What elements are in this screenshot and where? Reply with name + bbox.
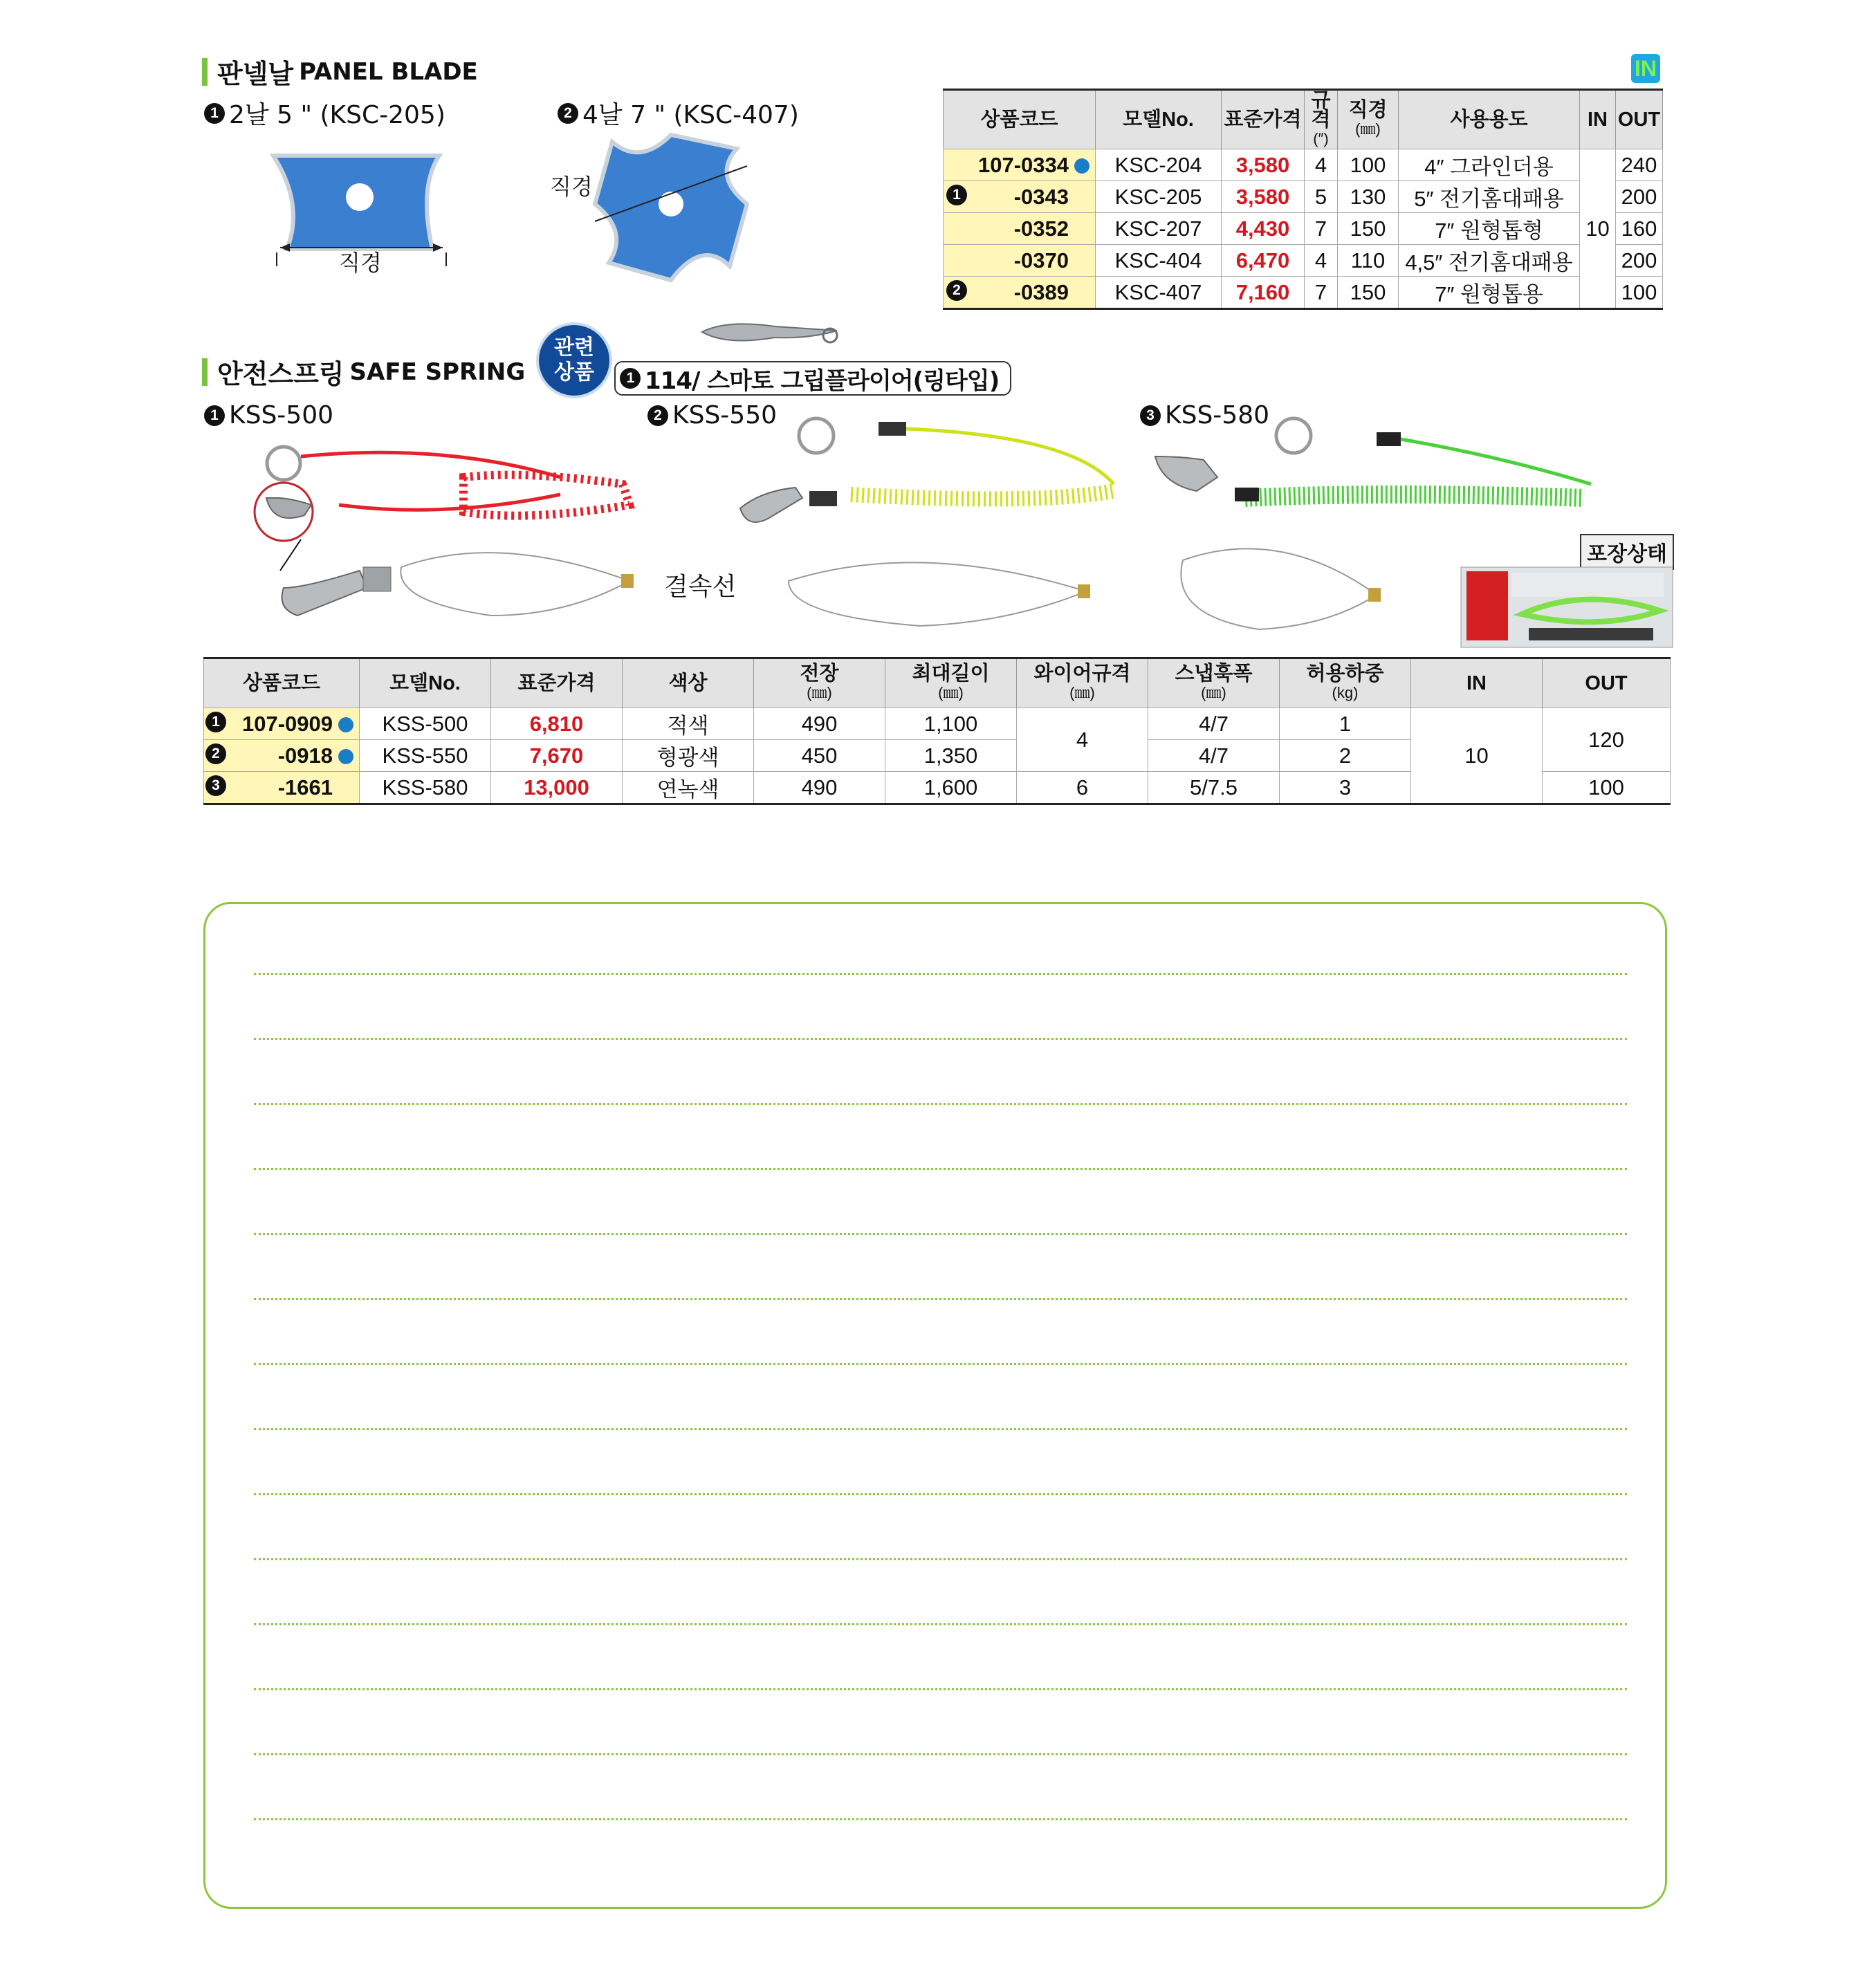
size-cell: 7 — [1305, 213, 1338, 245]
item-number: 3 — [1140, 405, 1161, 426]
title-accent-bar — [202, 58, 208, 86]
price-cell: 3,580 — [1222, 181, 1305, 213]
new-dot-icon — [338, 717, 353, 732]
col-wire-unit: (㎜) — [1069, 684, 1095, 701]
title-accent-bar — [202, 358, 208, 386]
col-load — [1280, 658, 1411, 708]
out-cell: 240 — [1616, 149, 1663, 181]
color-cell: 적색 — [623, 708, 754, 740]
load-cell: 1 — [1280, 708, 1411, 740]
col-snap-label: 스냅훅폭 — [1175, 663, 1253, 685]
diameter-label-1: 직경 — [339, 250, 382, 276]
product-code-cell — [944, 213, 1096, 245]
in-cell: 10 — [1580, 149, 1616, 309]
product-code: -0389 — [1013, 279, 1069, 304]
col-out: OUT — [1616, 90, 1663, 149]
new-dot-icon — [1074, 158, 1089, 174]
safe-spring-title-en: SAFE SPRING — [349, 358, 526, 386]
usage-cell: 7″ 원형톱형 — [1399, 213, 1580, 245]
panel-blade-title-en: PANEL BLADE — [299, 57, 478, 86]
memo-dotted-line — [254, 1363, 1627, 1365]
memo-dotted-line — [254, 1103, 1627, 1105]
col-wire-label: 와이어규격 — [1033, 663, 1131, 685]
price-cell: 7,160 — [1222, 277, 1305, 309]
size-cell: 4 — [1305, 245, 1338, 277]
item-number: 1 — [204, 405, 225, 426]
out-cell: 200 — [1616, 181, 1663, 213]
grip-plier-image — [699, 311, 844, 353]
table-row — [944, 181, 1663, 213]
product-code: -0352 — [1013, 216, 1069, 241]
spring-item-1 — [204, 401, 333, 429]
related-badge-line1: 관련 — [554, 335, 594, 360]
item-number: 2 — [558, 103, 578, 124]
model-cell: KSS-500 — [360, 708, 491, 740]
product-code-cell — [204, 708, 360, 740]
product-code: 107-0334 — [977, 152, 1069, 177]
model-cell: KSC-205 — [1096, 181, 1222, 213]
load-cell: 2 — [1280, 740, 1411, 772]
related-product-text: 114/ 스마토 그립플라이어(링타입) — [645, 367, 1000, 395]
kss-580-image — [1141, 408, 1612, 546]
usage-cell: 7″ 원형톱용 — [1399, 277, 1580, 309]
model-cell: KSC-204 — [1096, 149, 1222, 181]
col-code: 상품코드 — [204, 658, 360, 708]
panel-blade-title — [202, 53, 478, 91]
panel-blade-table — [943, 89, 1663, 310]
col-model: 모델No. — [1096, 90, 1222, 149]
snap-cell: 4/7 — [1148, 708, 1280, 740]
col-max-length-label: 최대길이 — [912, 663, 990, 685]
product-code: -0918 — [277, 743, 333, 768]
related-product-badge — [536, 322, 612, 398]
package-image — [1460, 566, 1674, 649]
out-cell: 100 — [1543, 772, 1671, 804]
col-code: 상품코드 — [944, 90, 1096, 149]
memo-dotted-line — [254, 1688, 1627, 1690]
memo-dotted-line — [254, 1818, 1627, 1820]
col-usage: 사용용도 — [1399, 90, 1580, 149]
product-code: -1661 — [277, 775, 333, 799]
item-number: 2 — [647, 405, 668, 426]
row-marker: 3 — [205, 775, 226, 796]
out-cell: 100 — [1616, 277, 1663, 309]
col-length-label: 전장 — [800, 663, 839, 685]
usage-cell: 4″ 그라인더용 — [1399, 149, 1580, 181]
price-cell: 3,580 — [1222, 149, 1305, 181]
col-in: IN — [1580, 90, 1616, 149]
col-max-length-unit: (㎜) — [938, 684, 964, 701]
load-cell: 3 — [1280, 772, 1411, 804]
table-row — [944, 245, 1663, 277]
col-wire — [1017, 658, 1148, 708]
col-in: IN — [1411, 658, 1543, 708]
model-cell: KSC-404 — [1096, 245, 1222, 277]
memo-dotted-line — [254, 1558, 1627, 1560]
model-cell: KSS-580 — [360, 772, 491, 804]
diameter-cell: 130 — [1338, 181, 1399, 213]
table-row — [944, 149, 1663, 181]
size-cell: 5 — [1305, 181, 1338, 213]
table-row — [944, 277, 1663, 309]
safe-spring-title-ko: 안전스프링 — [217, 359, 344, 389]
wire-cell: 6 — [1017, 772, 1148, 804]
col-length-unit: (㎜) — [807, 684, 832, 701]
row-marker: 1 — [205, 712, 226, 732]
col-price: 표준가격 — [491, 658, 623, 708]
product-code: 107-0909 — [241, 711, 333, 736]
product-code: -0370 — [1013, 248, 1069, 272]
product-code-cell — [204, 772, 360, 804]
memo-dotted-line — [254, 1493, 1627, 1495]
product-code-cell — [944, 245, 1096, 277]
panel-blade-title-ko: 판넬날 — [217, 59, 294, 89]
snap-cell: 5/7.5 — [1148, 772, 1280, 804]
price-cell: 13,000 — [491, 772, 623, 804]
related-badge-line2: 상품 — [554, 360, 594, 385]
blade-item-2 — [558, 95, 799, 131]
row-marker: 1 — [946, 185, 967, 205]
product-code-cell — [944, 181, 1096, 213]
col-load-unit: (kg) — [1332, 684, 1359, 701]
usage-cell: 4,5″ 전기홈대패용 — [1399, 245, 1580, 277]
color-cell: 형광색 — [623, 740, 754, 772]
item-number: 1 — [204, 103, 225, 124]
col-snap-unit: (㎜) — [1201, 684, 1226, 701]
col-snap — [1148, 658, 1280, 708]
table-row — [944, 213, 1663, 245]
blade-item-1 — [204, 95, 445, 131]
product-code-cell — [204, 740, 360, 772]
memo-dotted-line — [254, 1168, 1627, 1170]
model-cell: KSC-407 — [1096, 277, 1222, 309]
model-cell: KSC-207 — [1096, 213, 1222, 245]
memo-dotted-line — [254, 1753, 1627, 1755]
blade-item-label: 2날 5 " (KSC-205) — [229, 101, 445, 129]
memo-dotted-line — [254, 973, 1627, 975]
col-length — [754, 658, 885, 708]
kss-550-image — [726, 408, 1128, 546]
usage-cell: 5″ 전기홈대패용 — [1399, 181, 1580, 213]
product-code: -0343 — [1013, 184, 1069, 209]
out-cell: 120 — [1543, 708, 1671, 772]
col-diameter — [1338, 90, 1399, 149]
diameter-cell: 100 — [1338, 149, 1399, 181]
package-label: 포장상태 — [1580, 534, 1674, 570]
product-code-cell — [944, 149, 1096, 181]
length-cell: 490 — [754, 708, 885, 740]
length-cell: 450 — [754, 740, 885, 772]
safe-spring-table — [203, 657, 1671, 805]
row-marker: 2 — [946, 280, 967, 301]
col-max-length — [885, 658, 1017, 708]
col-price: 표준가격 — [1222, 90, 1305, 149]
table-row — [204, 708, 1671, 740]
col-diameter-label: 직경 — [1348, 99, 1388, 121]
size-cell: 7 — [1305, 277, 1338, 309]
memo-box — [203, 902, 1667, 1909]
model-cell: KSS-550 — [360, 740, 491, 772]
blade-item-label: 4날 7 " (KSC-407) — [582, 101, 799, 129]
memo-dotted-line — [254, 1233, 1627, 1235]
safe-spring-title — [202, 353, 525, 391]
price-cell: 6,810 — [491, 708, 623, 740]
price-cell: 6,470 — [1222, 245, 1305, 277]
new-dot-icon — [338, 749, 353, 764]
col-color: 색상 — [623, 658, 754, 708]
max-length-cell: 1,350 — [885, 740, 1017, 772]
binding-wire-3-image — [1176, 539, 1383, 636]
col-model: 모델No. — [360, 658, 491, 708]
out-cell: 200 — [1616, 245, 1663, 277]
binding-wire-label: 결속선 — [664, 573, 737, 601]
diameter-label-2: 직경 — [550, 174, 593, 200]
wire-cell: 4 — [1017, 708, 1148, 772]
col-size-label: 규격 — [1311, 89, 1331, 131]
price-cell: 7,670 — [491, 740, 623, 772]
memo-dotted-line — [254, 1428, 1627, 1430]
in-badge: IN — [1631, 54, 1660, 83]
spring-item-label: KSS-550 — [672, 401, 778, 429]
snap-cell: 4/7 — [1148, 740, 1280, 772]
diameter-cell: 150 — [1338, 213, 1399, 245]
size-cell: 4 — [1305, 149, 1338, 181]
memo-dotted-line — [254, 1298, 1627, 1300]
related-number: 1 — [620, 368, 641, 389]
out-cell: 160 — [1616, 213, 1663, 245]
spring-item-label: KSS-500 — [229, 401, 334, 429]
length-cell: 490 — [754, 772, 885, 804]
binding-wire-2-image — [782, 553, 1093, 629]
col-out: OUT — [1543, 658, 1671, 708]
binding-wire-1-image — [394, 546, 636, 622]
max-length-cell: 1,100 — [885, 708, 1017, 740]
col-load-label: 허용하중 — [1306, 663, 1384, 685]
spring-item-label: KSS-580 — [1165, 401, 1270, 429]
max-length-cell: 1,600 — [885, 772, 1017, 804]
memo-dotted-line — [254, 1623, 1627, 1625]
diameter-cell: 110 — [1338, 245, 1399, 277]
diameter-cell: 150 — [1338, 277, 1399, 309]
col-size — [1305, 90, 1338, 149]
memo-dotted-line — [254, 1038, 1627, 1040]
row-marker: 2 — [205, 743, 226, 764]
col-diameter-unit: (㎜) — [1355, 120, 1381, 138]
blade-4-tooth-image — [581, 128, 761, 287]
in-cell: 10 — [1411, 708, 1543, 804]
col-size-unit: (″) — [1313, 130, 1329, 147]
color-cell: 연녹색 — [623, 772, 754, 804]
product-code-cell — [944, 277, 1096, 309]
related-product-box — [614, 361, 1011, 396]
price-cell: 4,430 — [1222, 213, 1305, 245]
